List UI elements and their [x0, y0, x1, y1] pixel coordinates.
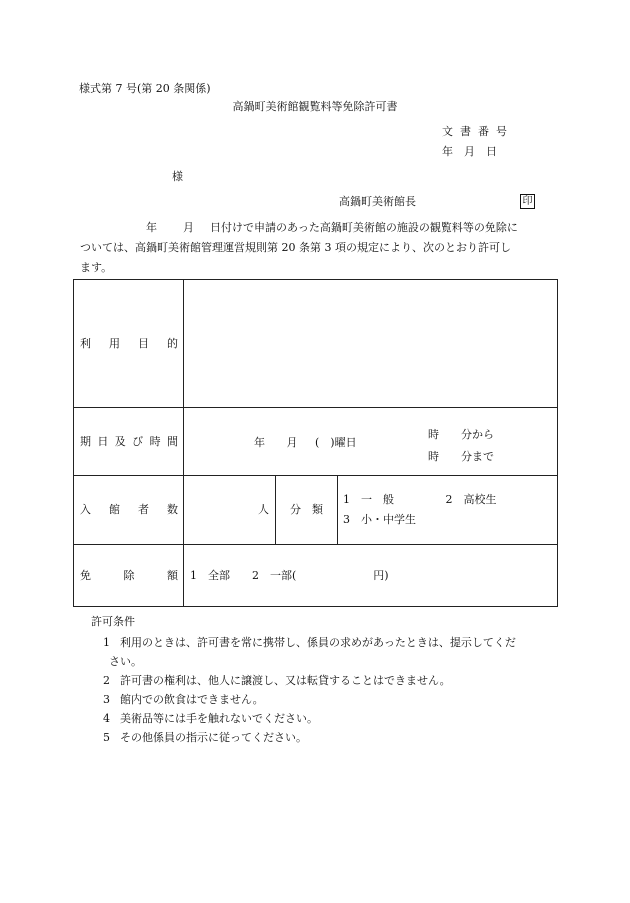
period-weekday: ( )曜日 [315, 436, 357, 449]
condition-number: 4 [103, 712, 110, 725]
permit-table [73, 279, 558, 607]
period-time [428, 424, 494, 468]
permit-statement [80, 218, 552, 278]
period-label [74, 408, 184, 476]
exempt-label-char: 免 [80, 568, 91, 582]
purpose-value [184, 280, 558, 408]
condition-item [103, 690, 553, 709]
purpose-label [74, 280, 184, 408]
period-month: 月 [286, 436, 298, 449]
conditions-title: 許可条件 [91, 615, 135, 628]
exempt-row [74, 545, 558, 607]
issue-date-label: 年 月 日 [442, 145, 497, 158]
condition-number: 3 [103, 693, 110, 706]
document-title: 高鍋町美術館観覧料等免除許可書 [232, 100, 398, 113]
condition-number: 1 [103, 636, 110, 649]
visitors-unit: 人 [258, 503, 269, 517]
condition-item [103, 728, 553, 747]
visitors-label-char: 入 [80, 503, 91, 517]
document-number-label: 文書番号 [442, 125, 514, 138]
body-line3: ます。 [80, 261, 113, 274]
body-year: 年 [146, 221, 157, 234]
issuer-name: 高鍋町美術館長 [339, 195, 416, 208]
form-number: 様式第 7 号(第 20 条関係) [79, 82, 211, 95]
exempt-label-char: 除 [123, 568, 135, 582]
period-label-char: 日 [97, 434, 109, 448]
body-line2: ついては、高鍋町美術館管理運営規則第 20 条第 3 項の規定により、次のとおり許可し [80, 241, 511, 254]
period-row [74, 408, 558, 476]
category-label: 分 類 [276, 476, 338, 545]
seal-mark: 印 [520, 194, 535, 209]
category-highschool: 2 高校生 [445, 493, 497, 506]
condition-text: 美術品等には手を触れないでください。 [120, 712, 318, 725]
purpose-label-char: 用 [109, 336, 120, 350]
body-line1: 日付けで申請のあった高鍋町美術館の施設の観覧料等の免除に [210, 221, 518, 234]
category-general: 1 一 般 [343, 493, 394, 506]
category-options [338, 476, 558, 545]
condition-text: 館内での飲食はできません。 [120, 693, 264, 706]
condition-text-continued: さい。 [109, 655, 142, 668]
visitors-label-char: 数 [167, 503, 178, 517]
period-label-char: 時 [149, 434, 161, 448]
period-date [254, 436, 357, 449]
condition-number: 5 [103, 731, 110, 744]
condition-number: 2 [103, 674, 110, 687]
period-label-char: 及 [114, 434, 126, 448]
category-elementary: 3 小・中学生 [343, 513, 416, 526]
purpose-label-char: 的 [167, 336, 178, 350]
exempt-value: 1 全部 2 一部( 円) [184, 545, 558, 607]
purpose-label-char: 目 [138, 336, 149, 350]
period-value [184, 408, 558, 476]
period-to: 時 分まで [428, 450, 494, 463]
condition-text: その他係員の指示に従ってください。 [120, 731, 307, 744]
body-month: 月 [183, 221, 194, 234]
condition-text: 利用のときは、許可書を常に携帯し、係員の求めがあったときは、提示してくだ [120, 636, 516, 649]
period-label-char: 期 [80, 434, 91, 448]
exempt-label-char: 額 [167, 568, 178, 582]
addressee-suffix: 様 [172, 170, 183, 183]
visitors-label [74, 476, 184, 545]
condition-item [103, 633, 553, 671]
condition-item [103, 671, 553, 690]
purpose-label-char: 利 [80, 336, 91, 350]
exempt-label [74, 545, 184, 607]
period-from: 時 分から [428, 428, 494, 441]
visitors-label-char: 館 [109, 503, 120, 517]
purpose-row [74, 280, 558, 408]
period-label-char: び [132, 434, 144, 448]
visitors-count [184, 476, 276, 545]
visitors-label-char: 者 [138, 503, 149, 517]
condition-text: 許可書の権利は、他人に譲渡し、又は転貸することはできません。 [120, 674, 451, 687]
period-year: 年 [254, 436, 265, 449]
condition-item [103, 709, 553, 728]
visitors-row [74, 476, 558, 545]
period-label-char: 間 [166, 434, 178, 448]
